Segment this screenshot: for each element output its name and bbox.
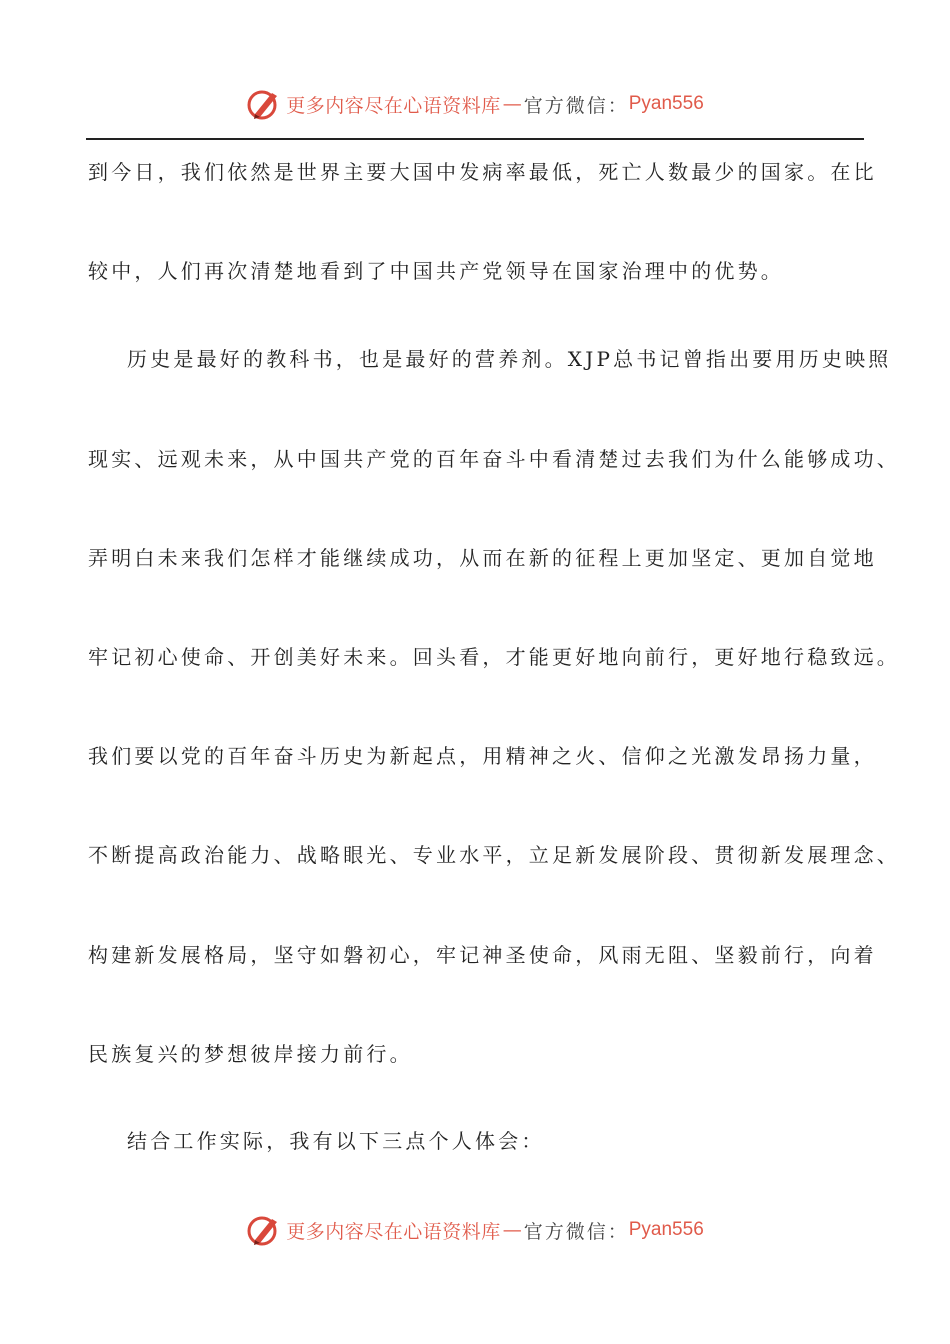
footer-wechat-label: 官方微信： [523, 1220, 629, 1243]
body-line-8: 不断提高政治能力、战略眼光、专业水平，立足新发展阶段、贯彻新发展理念、 [88, 843, 900, 867]
body-line-5: 弄明白未来我们怎样才能继续成功，从而在新的征程上更加坚定、更加自觉地 [88, 546, 877, 570]
footer-brand-title: 更多内容尽在心语资料库 [286, 1220, 501, 1243]
pen-logo-icon [246, 1213, 282, 1247]
pen-logo-icon [246, 87, 282, 121]
header-brand-title: 更多内容尽在心语资料库 [286, 94, 501, 117]
header-divider [86, 138, 864, 140]
body-line-3: 历史是最好的教科书，也是最好的营养剂。XJP总书记曾指出要用历史映照 [127, 347, 892, 371]
body-line-7: 我们要以党的百年奋斗历史为新起点，用精神之火、信仰之光激发昂扬力量， [88, 744, 877, 768]
page-footer [0, 1210, 950, 1250]
header-wechat-id: Pyan556 [628, 93, 704, 114]
body-line-10: 民族复兴的梦想彼岸接力前行。 [88, 1042, 413, 1066]
header-dash: — [502, 93, 522, 115]
body-line-2: 较中，人们再次清楚地看到了中国共产党领导在国家治理中的优势。 [88, 259, 784, 283]
footer-wechat-id: Pyan556 [628, 1219, 704, 1240]
header-wechat-label: 官方微信： [523, 94, 629, 117]
body-line-11: 结合工作实际，我有以下三点个人体会： [127, 1129, 545, 1153]
body-line-1: 到今日，我们依然是世界主要大国中发病率最低，死亡人数最少的国家。在比 [88, 160, 877, 184]
footer-dash: — [502, 1219, 522, 1241]
page-header [0, 84, 950, 124]
body-line-6: 牢记初心使命、开创美好未来。回头看，才能更好地向前行，更好地行稳致远。 [88, 645, 900, 669]
body-line-4: 现实、远观未来，从中国共产党的百年奋斗中看清楚过去我们为什么能够成功、 [88, 447, 900, 471]
body-line-9: 构建新发展格局，坚守如磐初心，牢记神圣使命，风雨无阻、坚毅前行，向着 [88, 943, 877, 967]
